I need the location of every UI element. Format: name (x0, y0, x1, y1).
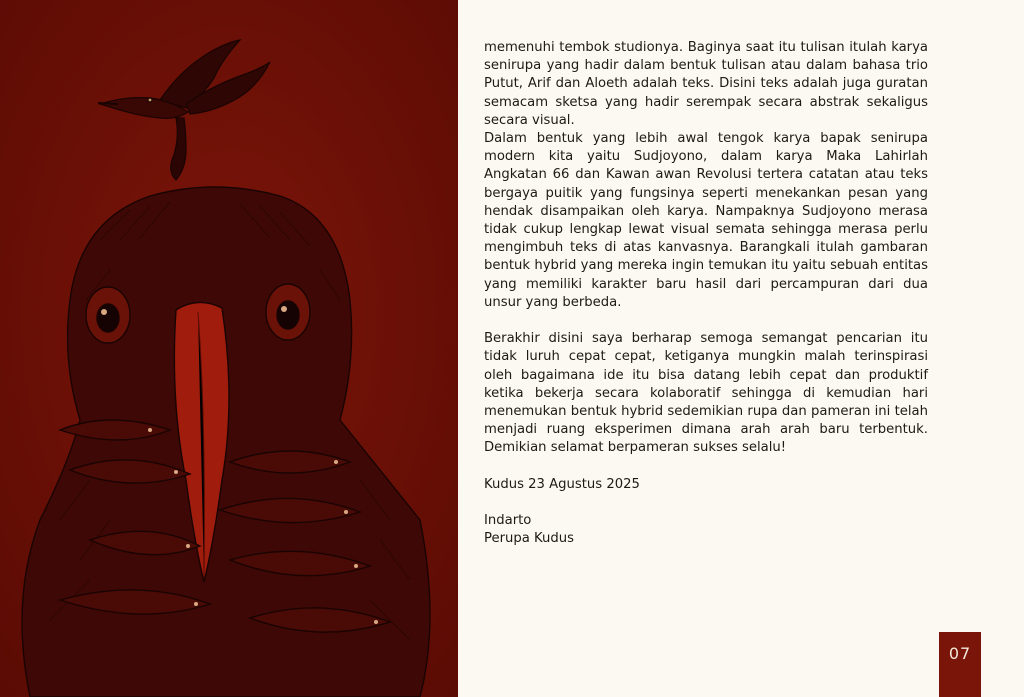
author-title: Perupa Kudus (484, 531, 574, 547)
paragraph-1: memenuhi tembok studionya. Baginya saat itu tulisan itulah karya senirupa yang hadir dalam bentuk tulisan atau dalam bahasa trio Putut, Arif dan Aloeth adalah teks. Disini teks adalah juga guratan semacam sketsa yang hadir serempak secara abstrak sekaligus secara visual. (484, 40, 928, 128)
paragraph-3: Berakhir disini saya berharap semoga semangat pencarian itu tidak luruh cepat cepat, ketiganya mungkin malah terinspirasi oleh bagaimana ide itu bisa datang lebih cepat dan produktif ketika bekerja secara kolaboratif sehingga di kemudian hari menemukan bentuk hybrid sedemikian rupa dan pameran ini telah menjadi ruang eksperimen dimana arah arah baru terbentuk. Demikian selamat berpameran sukses selalu! (484, 331, 928, 456)
page-number: 07 (939, 632, 981, 697)
author-name: Indarto (484, 513, 532, 529)
date-line: Kudus 23 Agustus 2025 (484, 476, 640, 492)
article-body (484, 39, 928, 549)
artwork-panel (0, 0, 458, 697)
bird-head-illustration (0, 0, 458, 697)
text-panel (458, 0, 1024, 697)
paragraph-2: Dalam bentuk yang lebih awal tengok karya bapak senirupa modern kita yaitu Sudjoyono, dalam karya Maka Lahirlah Angkatan 66 dan Kawan awan Revolusi tertera catatan atau teks bergaya puitik yang fungsinya seperti menekankan pesan yang hendak disampaikan oleh karya. Nampaknya Sudjoyono merasa tidak cukup lengkap lewat visual semata sehingga merasa perlu mengimbuh teks di atas kanvasnya. Barangkali itulah gambaran bentuk hybrid yang mereka ingin temukan itu yaitu sebuah entitas yang memiliki karakter baru hasil dari percampuran dari dua unsur yang berbeda. (484, 131, 928, 310)
